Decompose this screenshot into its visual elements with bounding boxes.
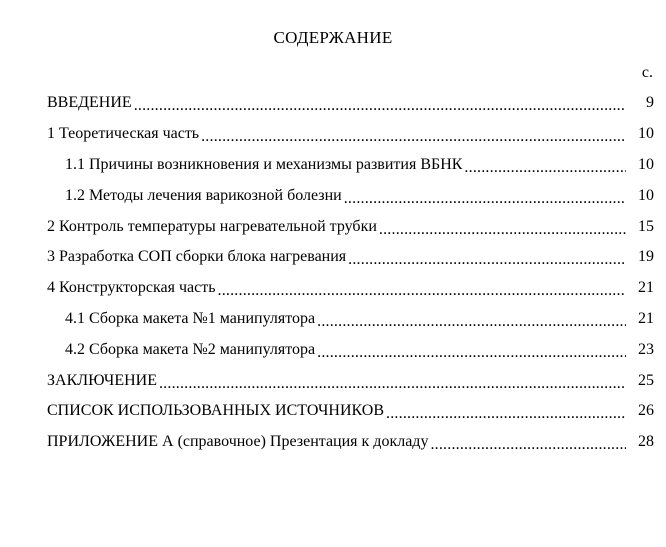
dot-leader (344, 191, 626, 207)
toc-entry-label: 2 Контроль температуры нагревательной трубки (47, 217, 377, 235)
toc-entry-section-1 (0, 119, 666, 150)
toc-entry-page: 19 (638, 248, 654, 266)
toc-entry-label: ВВЕДЕНИЕ (47, 94, 132, 112)
toc-entry-page: 10 (638, 155, 654, 173)
toc-entry-appendix-a (0, 427, 666, 458)
dot-leader (379, 222, 626, 238)
toc-entry-section-3 (0, 242, 666, 273)
toc-entry-page: 10 (638, 125, 654, 143)
toc-entry-section-1-1 (0, 150, 666, 181)
toc-entry-label: 4.2 Сборка макета №2 манипулятора (65, 340, 316, 358)
dot-leader (159, 376, 626, 392)
dot-leader (430, 437, 626, 453)
toc-entry-label: 1.2 Методы лечения варикозной болезни (65, 186, 342, 204)
toc-entry-label: 3 Разработка СОП сборки блока нагревания (47, 248, 347, 266)
toc-entry-section-2 (0, 211, 666, 242)
toc-entry-label: СПИСОК ИСПОЛЬЗОВАННЫХ ИСТОЧНИКОВ (47, 402, 385, 420)
toc-entry-page: 9 (646, 94, 654, 112)
toc-entry-label: ПРИЛОЖЕНИЕ А (справочное) Презентация к докладу (47, 433, 429, 451)
toc-entry-section-4 (0, 273, 666, 304)
dot-leader (218, 283, 627, 299)
toc-entry-label: 4.1 Сборка макета №1 манипулятора (65, 309, 316, 327)
toc-entry-label: 4 Конструкторская часть (47, 279, 216, 297)
toc-entry-references (0, 396, 666, 427)
dot-leader (317, 314, 626, 330)
toc-entry-introduction (0, 88, 666, 119)
toc-entry-section-1-2 (0, 180, 666, 211)
toc-entry-section-4-1 (0, 304, 666, 335)
page-column-label: с. (641, 64, 653, 81)
dot-leader (201, 129, 626, 145)
toc-entry-label: 1 Теоретическая часть (47, 125, 200, 143)
toc-entry-page: 21 (638, 309, 654, 327)
dot-leader (317, 345, 626, 361)
toc-entry-page: 25 (638, 371, 654, 389)
toc-entry-label: ЗАКЛЮЧЕНИЕ (47, 371, 157, 389)
dot-leader (464, 160, 626, 176)
dot-leader (134, 98, 626, 114)
toc-list (0, 88, 666, 458)
toc-entry-page: 15 (638, 217, 654, 235)
dot-leader (386, 406, 626, 422)
toc-entry-page: 28 (638, 433, 654, 451)
toc-title: СОДЕРЖАНИЕ (273, 28, 393, 47)
toc-entry-page: 21 (638, 279, 654, 297)
toc-entry-label: 1.1 Причины возникновения и механизмы развития ВБНК (65, 155, 463, 173)
dot-leader (348, 252, 626, 268)
toc-entry-page: 23 (638, 340, 654, 358)
toc-entry-conclusion (0, 365, 666, 396)
toc-entry-section-4-2 (0, 334, 666, 365)
toc-entry-page: 26 (638, 402, 654, 420)
toc-entry-page: 10 (638, 186, 654, 204)
